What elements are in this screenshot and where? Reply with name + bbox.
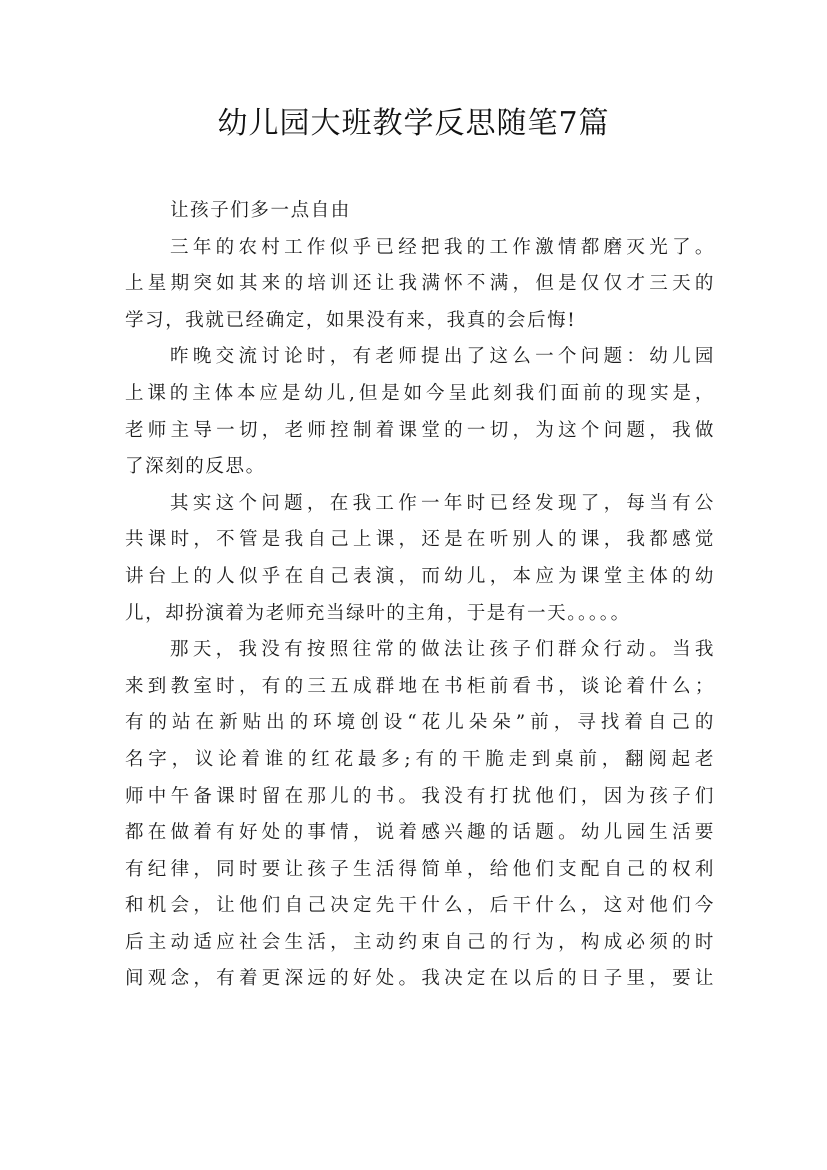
- text-line: 其实这个问题，在我工作一年时已经发现了，每当有公: [170, 492, 715, 514]
- text-line: 三年的农村工作似乎已经把我的工作激情都磨灭光了。: [170, 236, 715, 258]
- text-line: 名字，议论着谁的红花最多;有的干脆走到桌前，翻阅起老: [125, 748, 715, 770]
- text-line: 共课时，不管是我自己上课，还是在听别人的课，我都感觉: [125, 529, 715, 551]
- text-line: 和机会，让他们自己决定先干什么，后干什么，这对他们今: [125, 895, 715, 917]
- document-title: 幼儿园大班教学反思随笔7篇: [217, 106, 610, 141]
- text-line: 上课的主体本应是幼儿,但是如今呈此刻我们面前的现实是，: [125, 382, 715, 404]
- text-line: 讲台上的人似乎在自己表演，而幼儿，本应为课堂主体的幼: [125, 565, 715, 587]
- text-line: 都在做着有好处的事情，说着感兴趣的话题。幼儿园生活要: [125, 822, 715, 844]
- text-line: 儿，却扮演着为老师充当绿叶的主角，于是有一天。。。。。: [125, 602, 631, 624]
- text-line: 来到教室时，有的三五成群地在书柜前看书，谈论着什么；: [125, 675, 715, 697]
- text-line: 那天，我没有按照往常的做法让孩子们群众行动。当我: [170, 639, 715, 661]
- text-line: 昨晚交流讨论时，有老师提出了这么一个问题：幼儿园: [170, 346, 715, 368]
- text-line: 了深刻的反思。: [125, 456, 266, 478]
- text-line: 有纪律，同时要让孩子生活得简单，给他们支配自己的权利: [125, 858, 715, 880]
- text-line: 上星期突如其来的培训还让我满怀不满，但是仅仅才三天的: [125, 273, 715, 295]
- text-line: 老师主导一切，老师控制着课堂的一切，为这个问题，我做: [125, 419, 715, 441]
- text-line: 后主动适应社会生活，主动约束自己的行为，构成必须的时: [125, 931, 715, 953]
- text-line: 师中午备课时留在那儿的书。我没有打扰他们，因为孩子们: [125, 785, 715, 807]
- section-heading: 让孩子们多一点自由: [170, 200, 351, 221]
- text-line: 间观念，有着更深远的好处。我决定在以后的日子里，要让: [125, 968, 715, 990]
- text-line: 学习，我就已经确定，如果没有来，我真的会后悔!: [125, 309, 577, 331]
- text-line: 有的站在新贴出的环境创设“花儿朵朵”前，寻找着自己的: [125, 712, 715, 734]
- document-body: [125, 193, 715, 998]
